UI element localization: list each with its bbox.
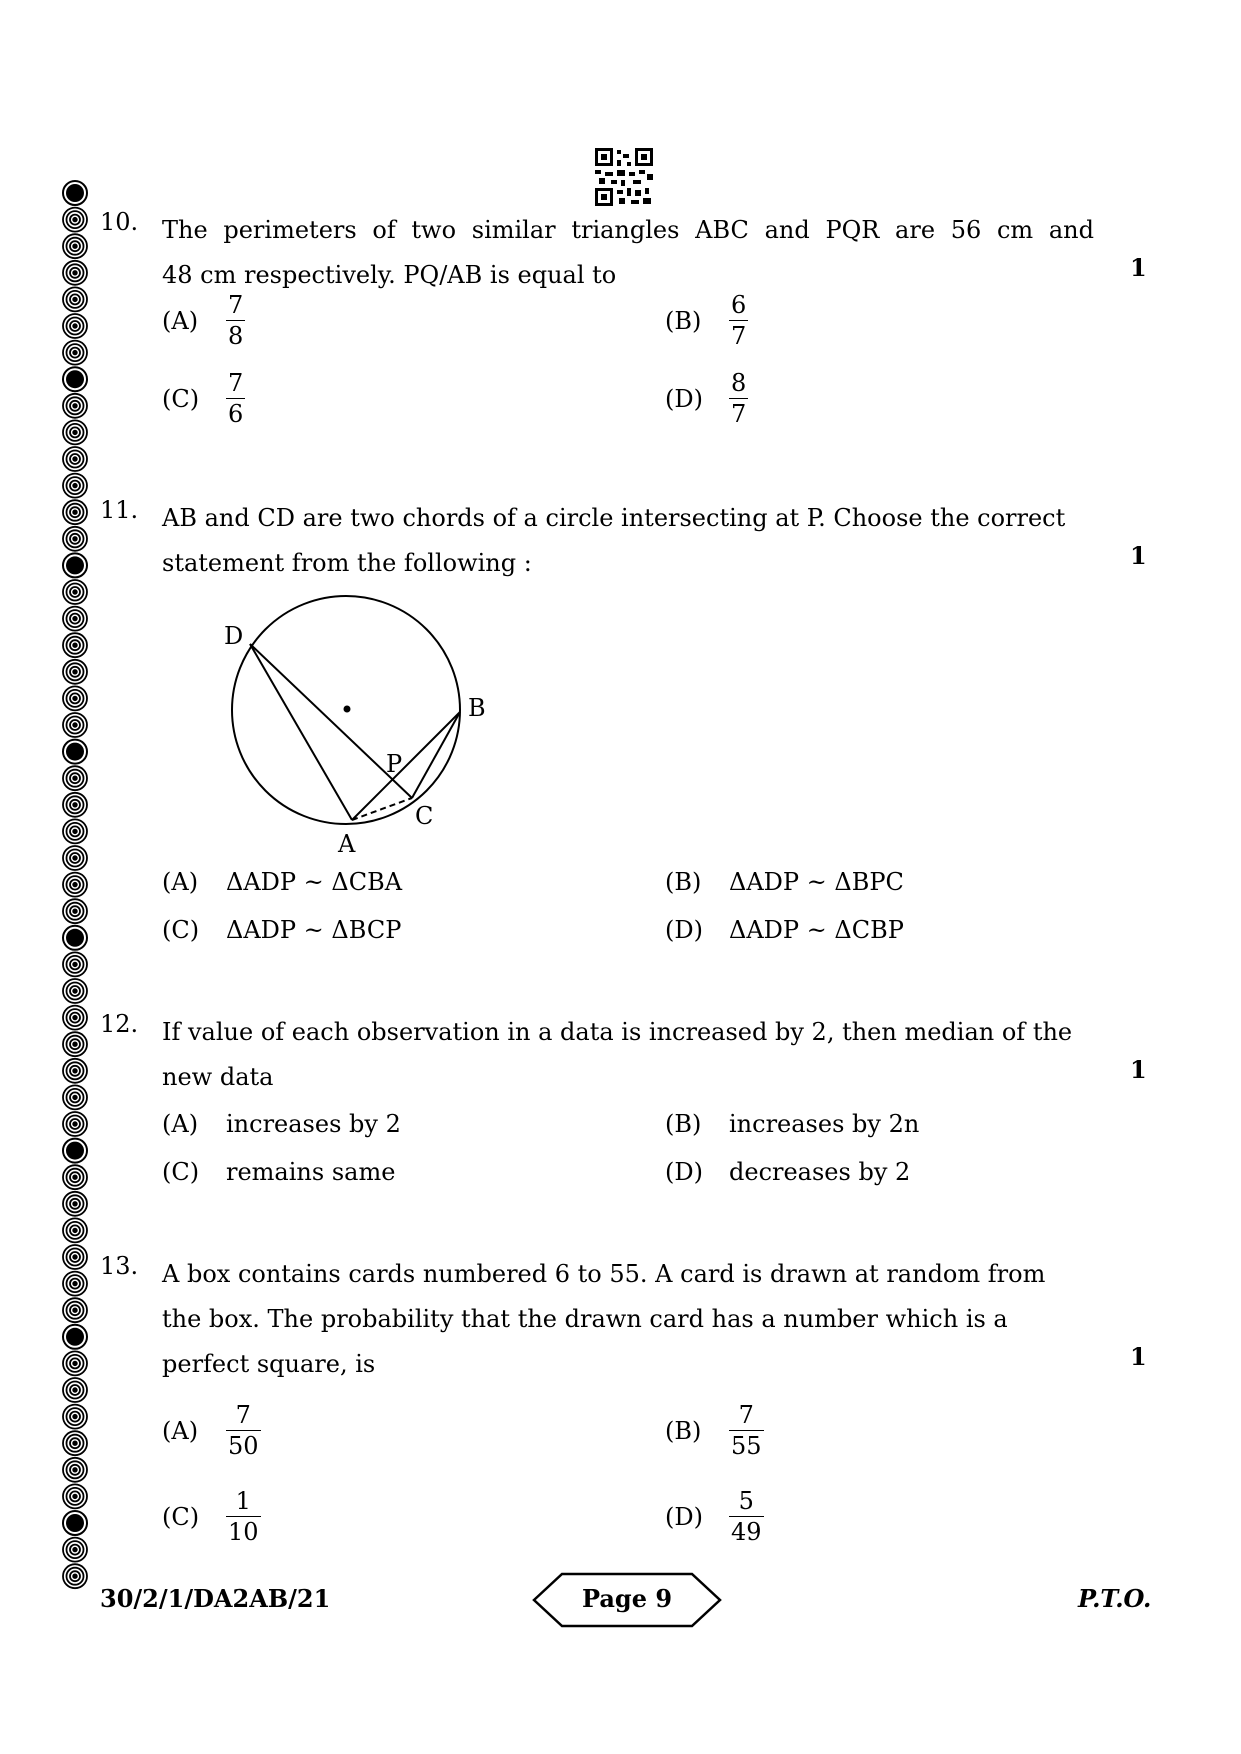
- fraction: [226, 1488, 261, 1545]
- segment-cb: [412, 712, 460, 798]
- option-text: ΔADP ~ ΔCBA: [226, 868, 403, 896]
- margin-ring: [63, 899, 87, 923]
- option-text: increases by 2: [226, 1110, 401, 1138]
- option-label: (D): [665, 1502, 703, 1531]
- option-b[interactable]: [665, 868, 904, 896]
- fraction: [729, 1402, 764, 1459]
- margin-ring: [63, 1378, 87, 1402]
- question-text: [162, 1252, 1094, 1387]
- margin-ring: [63, 1405, 87, 1429]
- margin-ring: [63, 367, 87, 391]
- fraction: [226, 370, 245, 427]
- option-c[interactable]: [162, 1158, 395, 1186]
- margin-ring: [63, 1245, 87, 1269]
- margin-ring: [63, 1059, 87, 1083]
- margin-ring: [63, 287, 87, 311]
- option-label: (B): [665, 1110, 702, 1138]
- option-label: (D): [665, 384, 703, 413]
- question-number: 11.: [100, 496, 139, 524]
- margin-ring: [63, 1272, 87, 1296]
- margin-ring: [63, 1564, 87, 1588]
- question-line: 48 cm respectively. PQ/AB is equal to: [162, 261, 617, 289]
- marks: 1: [1130, 253, 1147, 282]
- margin-ring: [63, 500, 87, 524]
- question-number: 12.: [100, 1010, 139, 1038]
- question-line: the box. The probability that the drawn card has a number which is a: [162, 1305, 1008, 1333]
- margin-ring: [63, 1511, 87, 1535]
- margin-ring: [63, 1165, 87, 1189]
- option-a[interactable]: [162, 1402, 261, 1459]
- margin-ring: [63, 447, 87, 471]
- option-b[interactable]: [665, 292, 748, 349]
- question-line: perfect square, is: [162, 1350, 376, 1378]
- margin-ring: [63, 1538, 87, 1562]
- fraction-bar: [226, 320, 245, 321]
- option-c[interactable]: [162, 1488, 261, 1545]
- margin-ring: [63, 926, 87, 950]
- numerator: 7: [228, 291, 244, 319]
- margin-ring: [63, 1458, 87, 1482]
- question-text: [162, 496, 1094, 586]
- margin-ring: [63, 952, 87, 976]
- numerator: 7: [738, 1401, 754, 1429]
- margin-ring: [63, 580, 87, 604]
- question-line: new data: [162, 1063, 274, 1091]
- fraction: [729, 292, 748, 349]
- margin-ring: [63, 341, 87, 365]
- option-a[interactable]: [162, 292, 245, 349]
- option-d[interactable]: [665, 1158, 910, 1186]
- option-c[interactable]: [162, 370, 245, 427]
- fraction-bar: [729, 1516, 764, 1517]
- question-text: [162, 1010, 1094, 1100]
- marks: 1: [1130, 1342, 1147, 1371]
- margin-ring: [63, 607, 87, 631]
- option-label: (A): [162, 1110, 199, 1138]
- segment-da: [250, 644, 352, 820]
- margin-ring: [63, 1484, 87, 1508]
- option-label: (C): [162, 384, 200, 413]
- margin-ring: [63, 819, 87, 843]
- circle-centre-dot: [344, 706, 351, 713]
- denominator: 10: [228, 1518, 259, 1546]
- fraction: [226, 292, 245, 349]
- margin-ring: [63, 1032, 87, 1056]
- margin-ring: [63, 1085, 87, 1109]
- margin-ring: [63, 1351, 87, 1375]
- margin-ring: [63, 846, 87, 870]
- label-d: D: [224, 622, 244, 650]
- margin-ring: [63, 873, 87, 897]
- numerator: 8: [731, 369, 747, 397]
- label-a: A: [338, 830, 356, 858]
- numerator: 1: [235, 1487, 251, 1515]
- denominator: 55: [731, 1432, 762, 1460]
- margin-ring: [63, 766, 87, 790]
- option-label: (B): [665, 306, 702, 335]
- label-b: B: [468, 694, 486, 722]
- option-text: increases by 2n: [729, 1110, 920, 1138]
- question-line: If value of each observation in a data is increased by 2, then median of the: [162, 1018, 1073, 1046]
- margin-ring: [63, 979, 87, 1003]
- label-p: P: [386, 750, 403, 778]
- fraction-bar: [226, 1516, 261, 1517]
- denominator: 7: [731, 322, 747, 350]
- circle-chords-diagram: [220, 592, 500, 862]
- margin-ring: [63, 660, 87, 684]
- option-label: (C): [162, 1502, 200, 1531]
- fraction-bar: [226, 398, 245, 399]
- margin-ring: [63, 234, 87, 258]
- fraction-bar: [226, 1430, 261, 1431]
- denominator: 7: [731, 400, 747, 428]
- margin-ring: [63, 1006, 87, 1030]
- option-label: (A): [162, 868, 199, 896]
- option-text: remains same: [226, 1158, 396, 1186]
- qr-code-icon: [595, 148, 653, 206]
- option-text: ΔADP ~ ΔBPC: [729, 868, 904, 896]
- margin-ring: [63, 420, 87, 444]
- margin-ring: [63, 1298, 87, 1322]
- margin-ring: [63, 527, 87, 551]
- page-number: Page 9: [581, 1584, 673, 1613]
- option-text: decreases by 2: [729, 1158, 911, 1186]
- margin-ring: [63, 208, 87, 232]
- fraction-bar: [729, 320, 748, 321]
- margin-ring: [63, 1431, 87, 1455]
- margin-ring-column: [58, 180, 92, 1610]
- numerator: 7: [235, 1401, 251, 1429]
- denominator: 49: [731, 1518, 762, 1546]
- margin-ring: [63, 314, 87, 338]
- question-number: 10.: [100, 208, 139, 236]
- label-c: C: [415, 802, 434, 830]
- question-line: AB and CD are two chords of a circle intersecting at P. Choose the correct: [162, 504, 1066, 532]
- margin-ring: [63, 1139, 87, 1163]
- question-line: The perimeters of two similar triangles ABC and PQR are 56 cm and: [162, 216, 1094, 244]
- fraction-bar: [729, 1430, 764, 1431]
- fraction: [729, 1488, 764, 1545]
- option-text: ΔADP ~ ΔCBP: [729, 916, 904, 944]
- margin-ring: [63, 1192, 87, 1216]
- fraction-bar: [729, 398, 748, 399]
- margin-ring: [63, 1325, 87, 1349]
- numerator: 5: [738, 1487, 754, 1515]
- margin-ring: [63, 553, 87, 577]
- margin-ring: [63, 686, 87, 710]
- option-c[interactable]: [162, 916, 401, 944]
- marks: 1: [1130, 541, 1147, 570]
- option-b[interactable]: [665, 1110, 919, 1138]
- margin-ring: [63, 181, 87, 205]
- pto-label: P.T.O.: [1078, 1584, 1152, 1613]
- question-number: 13.: [100, 1252, 139, 1280]
- denominator: 8: [228, 322, 244, 350]
- paper-code: 30/2/1/DA2AB/21: [100, 1584, 331, 1613]
- option-text: ΔADP ~ ΔBCP: [226, 916, 402, 944]
- option-a[interactable]: [162, 1110, 401, 1138]
- margin-ring: [63, 1112, 87, 1136]
- margin-ring: [63, 793, 87, 817]
- option-label: (A): [162, 1416, 199, 1445]
- option-a[interactable]: [162, 868, 402, 896]
- question-line: statement from the following :: [162, 549, 532, 577]
- option-label: (D): [665, 1158, 703, 1186]
- option-label: (A): [162, 306, 199, 335]
- option-label: (C): [162, 916, 200, 944]
- marks: 1: [1130, 1055, 1147, 1084]
- margin-ring: [63, 394, 87, 418]
- option-label: (B): [665, 868, 702, 896]
- fraction: [729, 370, 748, 427]
- option-b[interactable]: [665, 1402, 764, 1459]
- option-label: (C): [162, 1158, 200, 1186]
- option-label: (D): [665, 916, 703, 944]
- numerator: 7: [228, 369, 244, 397]
- option-label: (B): [665, 1416, 702, 1445]
- numerator: 6: [731, 291, 747, 319]
- question-text: [162, 208, 1094, 298]
- denominator: 6: [228, 400, 244, 428]
- question-line: A box contains cards numbered 6 to 55. A card is drawn at random from: [162, 1260, 1046, 1288]
- denominator: 50: [228, 1432, 259, 1460]
- margin-ring: [63, 740, 87, 764]
- margin-ring: [63, 261, 87, 285]
- margin-ring: [63, 633, 87, 657]
- chord-ab: [352, 712, 460, 820]
- option-d[interactable]: [665, 916, 904, 944]
- fraction: [226, 1402, 261, 1459]
- margin-ring: [63, 474, 87, 498]
- option-d[interactable]: [665, 1488, 764, 1545]
- margin-ring: [63, 713, 87, 737]
- option-d[interactable]: [665, 370, 748, 427]
- margin-ring: [63, 1218, 87, 1242]
